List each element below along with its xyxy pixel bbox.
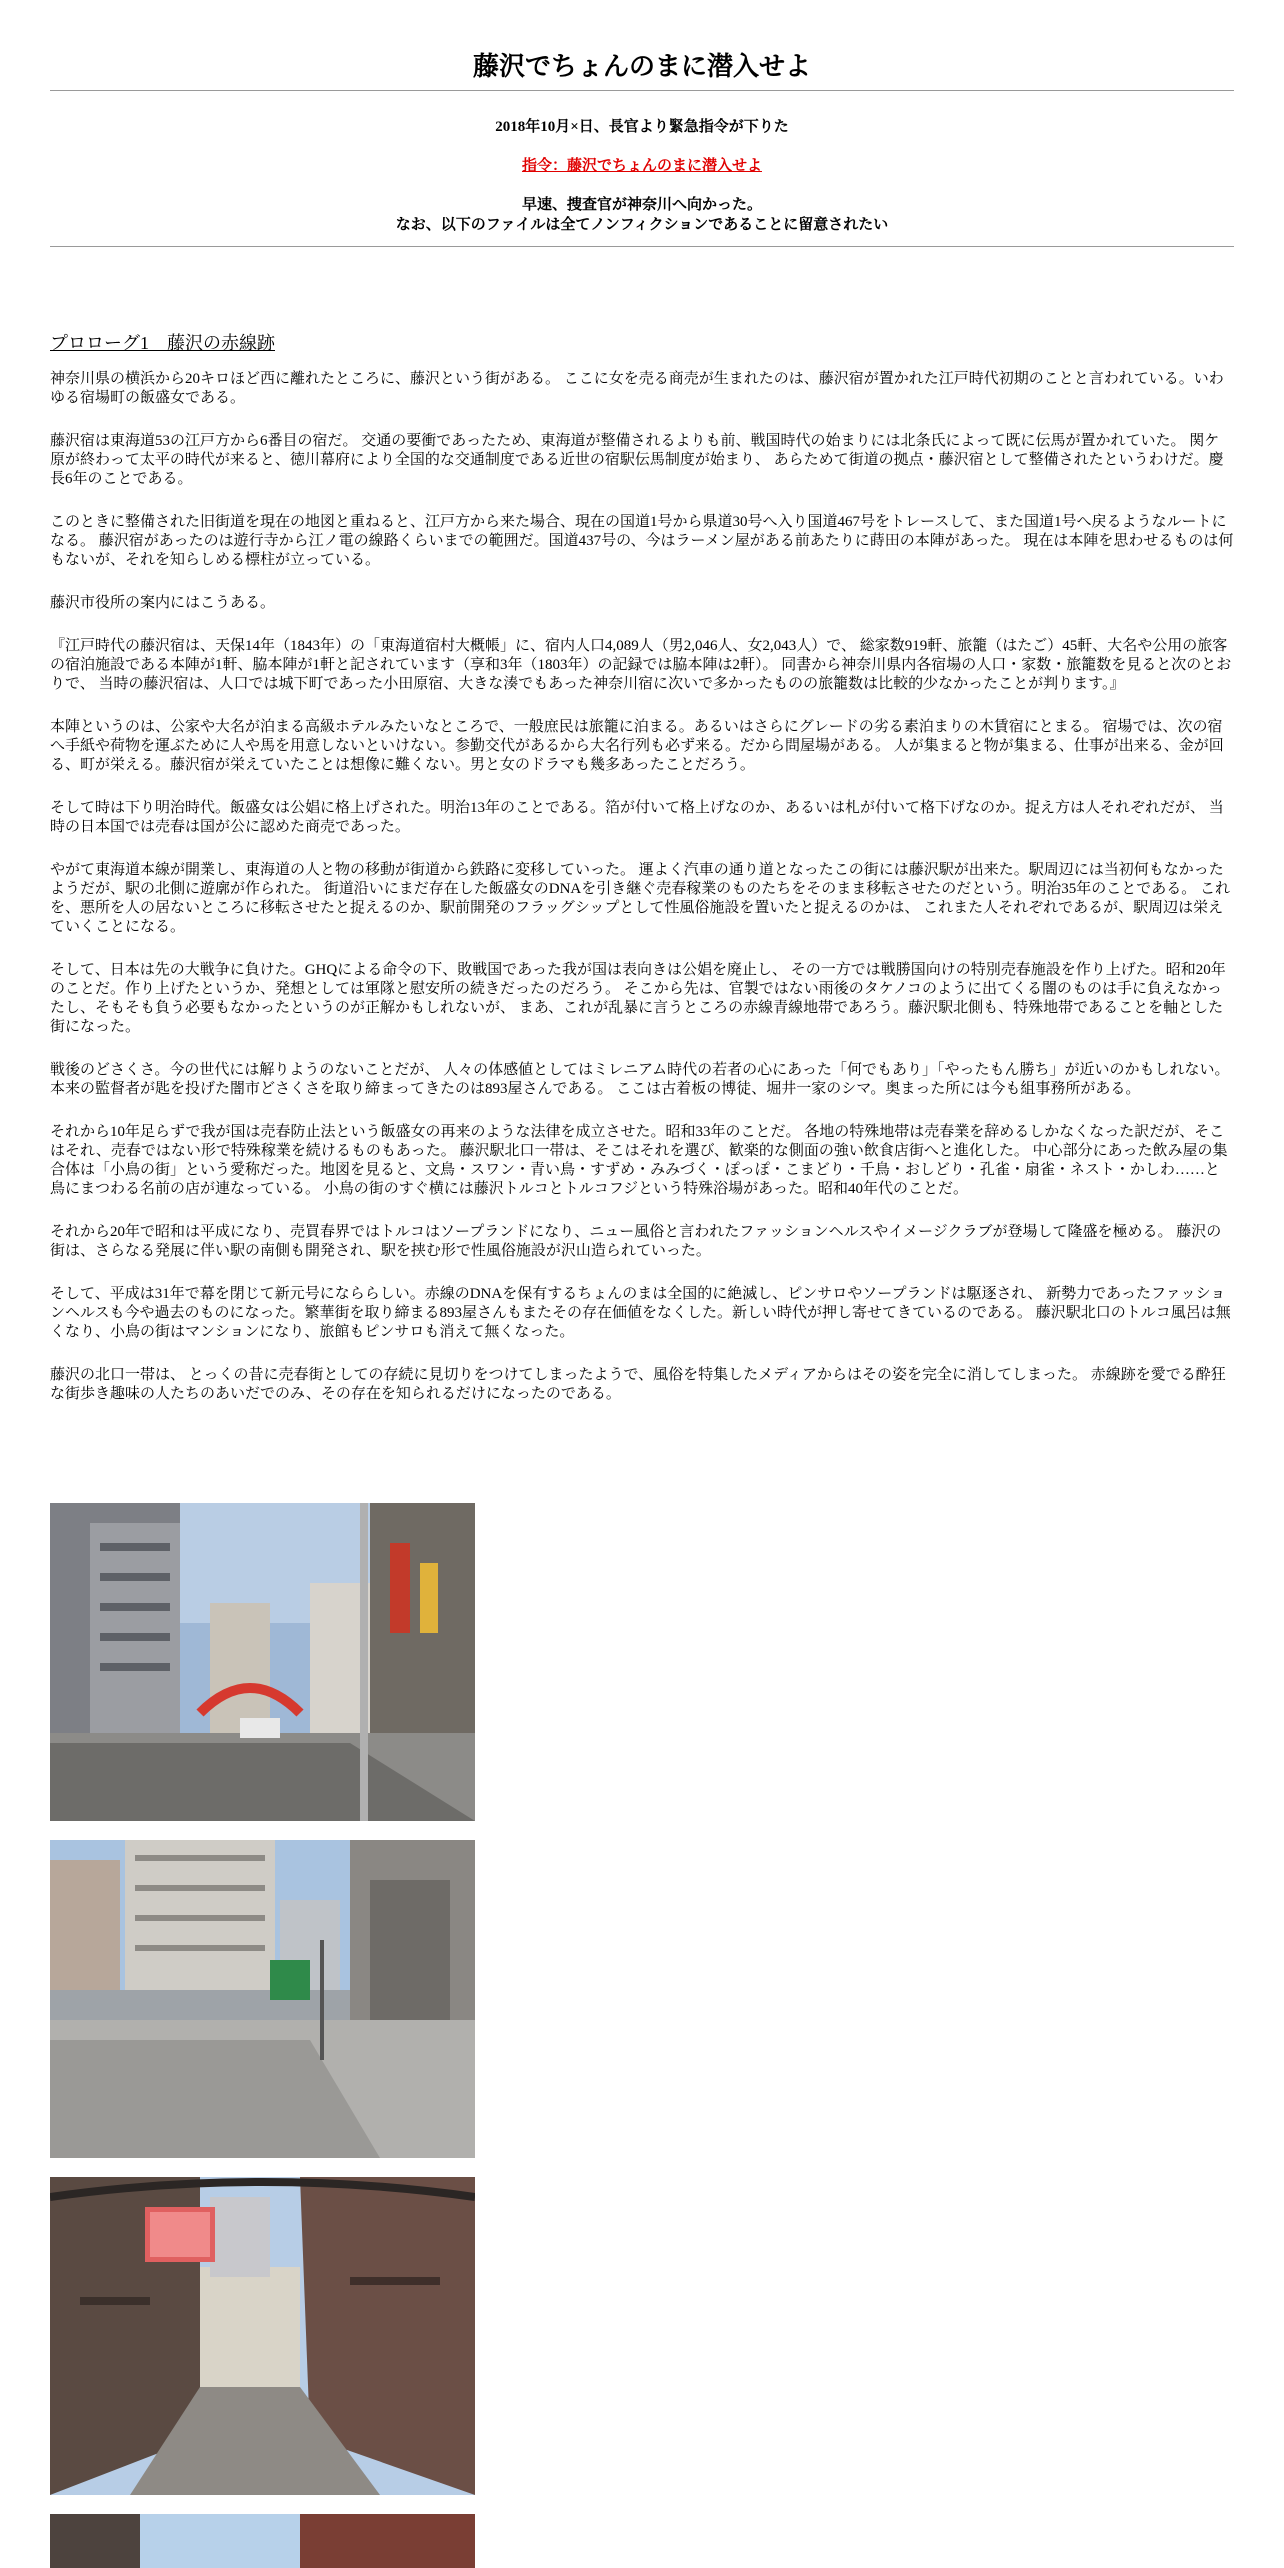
- paragraph: それから20年で昭和は平成になり、売買春界ではトルコはソープランドになり、ニュー風俗と言われたファッションヘルスやイメージクラブが登場して隆盛を極める。 藤沢の街は、さらなる発展に伴い駅の南側も開発され、駅を挟む形で性風俗施設が沢山造られていった。: [50, 1224, 1222, 1259]
- paragraph: 藤沢宿は東海道53の江戸方から6番目の宿だ。 交通の要衝であったため、東海道が整備されるよりも前、戦国時代の始まりには北条氏によって既に伝馬が置かれていた。 関ケ原が終わって太平の時代が来ると、徳川幕府により全国的な交通制度である近世の宿駅伝馬制度が始まり、 あらためて街道の拠点・藤沢宿として整備されたというわけだ。慶長6年のことである。: [50, 433, 1224, 487]
- alley-photo: [50, 2177, 475, 2495]
- paragraph: そして、平成は31年で幕を閉じて新元号になららしい。赤線のDNAを保有するちょんのまは全国的に絶滅し、ピンサロやソープランドは駆逐され、 新勢力であったファッションヘルスも今や過去のものになった。繁華街を取り締まる893屋さんもまたその存在価値をなくした。新しい時代が押し寄せてきているのである。 藤沢駅北口のトルコ風呂は無くなり、小鳥の街はマンションになり、旅館もピンサロも消えて無くなった。: [50, 1286, 1231, 1340]
- street-photo-4: [50, 2514, 475, 2568]
- page-title: 藤沢でちょんのまに潜入せよ: [472, 52, 811, 81]
- street-photo-1-image: [50, 1503, 475, 1821]
- street-photo-4-image: [50, 2514, 475, 2568]
- street-photo-1: [50, 1503, 475, 1821]
- intro-notice-line-1: 早速、捜査官が神奈川へ向かった。: [521, 197, 762, 213]
- header-divider: [50, 246, 1234, 247]
- section-heading: プロローグ1 藤沢の赤線跡: [50, 333, 275, 353]
- paragraph: このときに整備された旧街道を現在の地図と重ねると、江戸方から来た場合、現在の国道1号から県道30号へ入り国道467号をトレースして、また国道1号へ戻るようなルートになる。 藤沢宿があったのは遊行寺から江ノ電の線路くらいまでの範囲だ。国道437号の、今はラーメン屋がある前あたりに蒔田の本陣があった。 現在は本陣を思わせるものは何もないが、それを知らしめる標柱が立っている。: [50, 514, 1234, 568]
- paragraph: やがて東海道本線が開業し、東海道の人と物の移動が街道から鉄路に変移していった。 運よく汽車の通り道となったこの街には藤沢駅が出来た。駅周辺には当初何もなかったようだが、駅の北側に遊廓が作られた。 街道沿いにまだ存在した飯盛女のDNAを引き継ぐ売春稼業のものたちをそのまま移転させたのだという。明治35年のことである。 これを、悪所を人の居ないところに移転させたと捉えるのか、駅前開発のフラッグシップとして性風俗施設を置いたと捉えるのかは、 これまた人それぞれであるが、駅周辺は栄えていくことになる。: [50, 862, 1231, 935]
- street-photo-2: [50, 1840, 475, 2158]
- paragraph: 戦後のどさくさ。今の世代には解りようのないことだが、 人々の体感値としてはミレニアム時代の若者の心にあった「何でもあり」「やったもん勝ち」が近いのかもしれない。 本来の監督者が匙を投げた闇市どさくさを取り締まってきたのは893屋さんである。 ここは古着板の博徒、堀井一家のシマ。奥まった所には今も組事務所がある。: [50, 1062, 1230, 1097]
- alley-photo-image: [50, 2177, 475, 2495]
- directive-link[interactable]: 指令：藤沢でちょんのまに潜入せよ: [521, 158, 762, 174]
- paragraph: 『江戸時代の藤沢宿は、天保14年（1843年）の「東海道宿村大概帳」に、宿内人口4,089人（男2,046人、女2,043人）で、 総家数919軒、旅籠（はたご）45軒、大名や公用の旅客の宿泊施設である本陣が1軒、脇本陣が1軒と記されています（享和3年（1803年）の記録では脇本陣は2軒）。 同書から神奈川県内各宿場の人口・家数・旅籠数を見ると次のとおりで、 当時の藤沢宿は、人口では城下町であった小田原宿、大きな湊でもあった神奈川宿に次いで多かったものの旅籠数は比較的少なかったことが判ります。』: [50, 638, 1232, 692]
- paragraph: 藤沢市役所の案内にはこうある。: [50, 595, 276, 611]
- intro-notice-line-2: なお、以下のファイルは全てノンフィクションであることに留意されたい: [395, 217, 889, 233]
- top-divider: [50, 90, 1234, 91]
- paragraph: それから10年足らずで我が国は売春防止法という飯盛女の再来のような法律を成立させた。昭和33年のことだ。 各地の特殊地帯は売春業を辞めるしかなくなった訳だが、そこはそれ、売春ではない形で特殊稼業を続けるものもあった。 藤沢駅北口一帯は、そこはそれを選び、歓楽的な側面の強い飲食店街へと進化した。 中心部分にあった飲み屋の集合体は「小鳥の街」という愛称だった。地図を見ると、文鳥・スワン・青い鳥・すずめ・みみづく・ぽっぽ・こまどり・千鳥・おしどり・孔雀・扇雀・ネスト・かしわ……と鳥にまつわる名前の店が連なっている。 小鳥の街のすぐ横には藤沢トルコとトルコフジという特殊浴場があった。昭和40年代のことだ。: [50, 1124, 1228, 1197]
- paragraph: 本陣というのは、公家や大名が泊まる高級ホテルみたいなところで、一般庶民は旅籠に泊まる。あるいはさらにグレードの劣る素泊まりの木賃宿にとまる。 宿場では、次の宿へ手紙や荷物を運ぶために人や馬を用意しないといけない。参勤交代があるから大名行列も必ず来る。だから問屋場がある。 人が集まると物が集まる、仕事が出来る、金が回る、町が栄える。藤沢宿が栄えていたことは想像に難くない。男と女のドラマも幾多あったことだろう。: [50, 719, 1224, 773]
- intro-date-line: 2018年10月×日、長官より緊急指令が下りた: [495, 119, 789, 135]
- intro-notice: [0, 195, 1284, 235]
- article-body: [50, 370, 1234, 1428]
- paragraph: 神奈川県の横浜から20キロほど西に離れたところに、藤沢という街がある。 ここに女を売る商売が生まれたのは、藤沢宿が置かれた江戸時代初期のことと言われている。いわゆる宿場町の飯盛女である。: [50, 371, 1224, 406]
- paragraph: 藤沢の北口一帯は、 とっくの昔に売春街としての存続に見切りをつけてしまったようで、風俗を特集したメディアからはその姿を完全に消してしまった。 赤線跡を愛でる酔狂な街歩き趣味の人たちのあいだでのみ、その存在を知られるだけになったのである。: [50, 1367, 1226, 1402]
- street-photo-2-image: [50, 1840, 475, 2158]
- paragraph: そして時は下り明治時代。飯盛女は公娼に格上げされた。明治13年のことである。箔が付いて格上げなのか、あるいは札が付いて格下げなのか。捉え方は人それぞれだが、 当時の日本国では売春は国が公に認めた商売であった。: [50, 800, 1224, 835]
- paragraph: そして、日本は先の大戦争に負けた。GHQによる命令の下、敗戦国であった我が国は表向きは公娼を廃止し、 その一方では戦勝国向けの特別売春施設を作り上げた。昭和20年のことだ。作り上げたというか、発想としては軍隊と慰安所の続きだったのだろう。 そこから先は、官製ではない雨後のタケノコのように出てくる闇のものは手に負えなかったし、そもそも負う必要もなかったというのが正解かもしれないが、 まあ、これが乱暴に言うところの赤線青線地帯であろう。藤沢駅北側も、特殊地帯であることを軸とした街になった。: [50, 962, 1226, 1035]
